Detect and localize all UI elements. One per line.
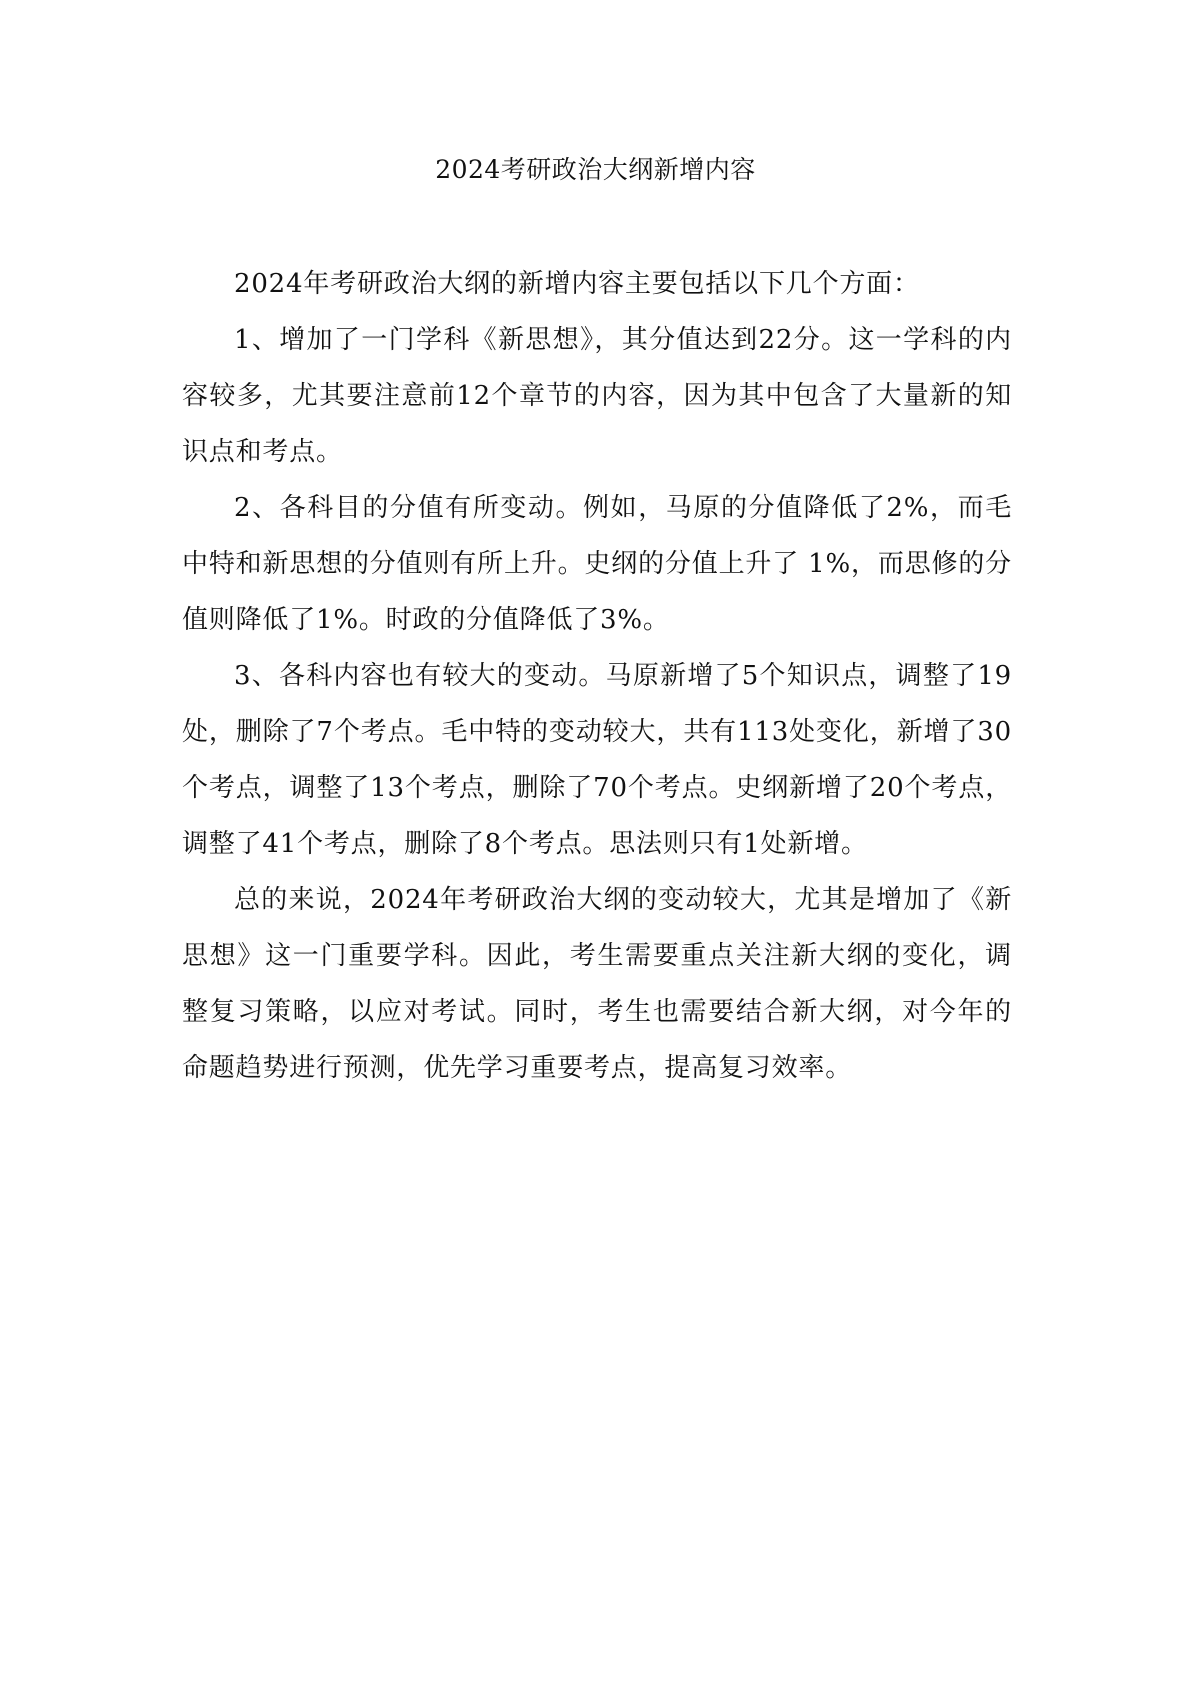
- point-1-paragraph: 1、增加了一门学科《新思想》，其分值达到22分。这一学科的内容较多，尤其要注意前12个章节的内容，因为其中包含了大量新的知识点和考点。: [182, 325, 1012, 467]
- point-2-paragraph: 2、各科目的分值有所变动。例如，马原的分值降低了2%，而毛中特和新思想的分值则有所上升。史纲的分值上升了 1%，而思修的分值则降低了1%。时政的分值降低了3%。: [182, 493, 1012, 635]
- conclusion-paragraph: 总的来说，2024年考研政治大纲的变动较大，尤其是增加了《新思想》这一门重要学科。因此，考生需要重点关注新大纲的变化，调整复习策略，以应对考试。同时，考生也需要结合新大纲，对今年的命题趋势进行预测，优先学习重要考点，提高复习效率。: [182, 885, 1012, 1083]
- intro-paragraph: 2024年考研政治大纲的新增内容主要包括以下几个方面：: [234, 269, 920, 299]
- point-3-paragraph: 3、各科内容也有较大的变动。马原新增了5个知识点，调整了19处，删除了7个考点。毛中特的变动较大，共有113处变化，新增了30个考点，调整了13个考点，删除了70个考点。史纲新增了20个考点，调整了41个考点，删除了8个考点。思法则只有1处新增。: [182, 661, 1012, 859]
- document-body: [182, 256, 1012, 1096]
- document-title: 2024考研政治大纲新增内容: [435, 155, 756, 184]
